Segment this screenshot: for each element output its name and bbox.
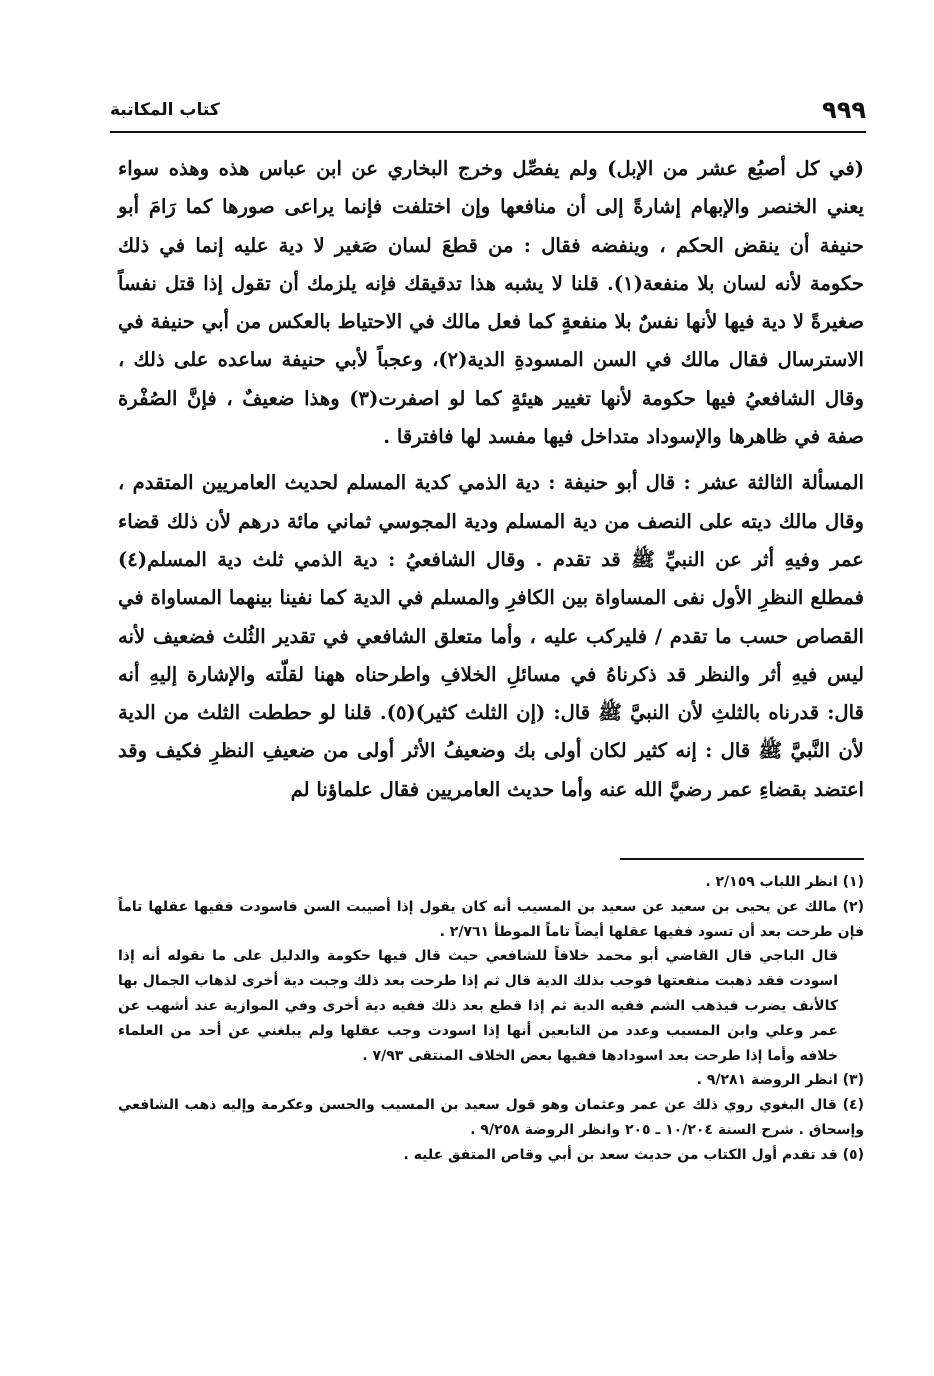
main-text xyxy=(118,150,864,809)
section-heading: المسألة الثالثة عشر : xyxy=(683,471,864,495)
footnote-5: (٥) قد تقدم أول الكتاب من حديث سعد بن أبي وقاص المتفق عليه . xyxy=(403,1146,864,1163)
footnote-divider xyxy=(620,858,864,860)
paragraph-2-text: قال أبو حنيفة : دية الذمي كدية المسلم لحديث العامريين المتقدم ، وقال مالك ديته على النصف من دية المسلم ودية المجوسي ثماني مائة درهم لأن ذلك قضاء عمر وفيهِ أثر عن النبيِّ ﷺ قد تقدم . وقال الشافعيُ : دية الذمي ثلث دية المسلم(٤) فمطلع النظرِ الأول نفى المساواة بين الكافرِ والمسلم في الدية كما نفينا بينهما المساواة في القصاص حسب ما تقدم / فليركب عليه ، وأما متعلق الشافعي في تقدير الثُلث فضعيف لأنه ليس فيهِ أثر والنظر قد ذكرناهُ في مسائلِ الخلافِ واطرحناه ههنا لقلّته والإشارة إليهِ أنه قال: قدرناه بالثلثِ لأن النبيَّ ﷺ قال: (إن الثلث كثير)(٥). قلنا لو حططت الثلث من الدية لأن النَّبيَّ ﷺ قال : إنه كثير لكان أولى بك وضعيفُ الأثر أولى من ضعيفِ النظرِ فكيف وقد اعتضد بقضاءِ عمر رضيَّ الله عنه وأما حديث العامريين فقال علماؤنا لم xyxy=(118,471,864,801)
page-number: ٩٩٩ xyxy=(822,96,866,124)
paragraph-1: (في كل أصبُع عشر من الإبل) ولم يفصِّل وخرج البخاري عن ابن عباس هذه وهذه سواء يعني الخنصر والإبهام إشارةً إلى أن منافعها وإن اختلفت فإنما يراعى صورها كما رَامَ أبو حنيفة أن ينقض الحكم ، وينفضه فقال : من قطعَ لسان صَغير لا دية عليه إنما في ذلك حكومة لأنه لسان بلا منفعة(١). قلنا لا يشبه هذا تدقيقك فإنه يلزمك أن تقول إذا قتل نفساً صغيرةً لا دية فيها لأنها نفسٌ بلا منفعةٍ كما فعل مالك في الاحتياط بالعكس من أبي حنيفة في الاسترسال فقال مالك في السن المسودةِ الدية(٢)، وعجباً لأبي حنيفة ساعده على ذلك ، وقال الشافعيُ فيها حكومة لأنها تغيير هيئةٍ كما لو اصفرت(٣) وهذا ضعيفٌ ، فإنَّ الصُفْرة صفة في ظاهرها والإسوداد متداخل فيها مفسد لها فافترقا . xyxy=(118,157,864,449)
footnote-3: (٣) انظر الروضة ٩/٢٨١ . xyxy=(696,1072,864,1089)
footnote-2: (٢) مالك عن يحيى بن سعيد عن سعيد بن المسيب أنه كان يقول إذا أصيبت السن فاسودت ففيها عقلها تاماً فإن طرحت بعد أن تسود ففيها عقلها أيضاً تاماً الموطأ ٢/٧٦١ . xyxy=(118,898,864,940)
footnote-4: (٤) قال البغوي روي ذلك عن عمر وعثمان وهو قول سعيد بن المسيب والحسن وعكرمة وإليه ذهب الشافعي وإسحاق . شرح السنة ١٠/٢٠٤ ـ ٢٠٥ وانظر الروضة ٩/٢٥٨ . xyxy=(118,1097,864,1138)
footnote-1: (١) انظر اللباب ٢/١٥٩ . xyxy=(705,874,864,890)
footnote-2-continuation: قال الباجي قال القاضي أبو محمد خلافاً للشافعي حيث قال فيها حكومة والدليل على ما نقوله أنه إذا اسودت فقد ذهبت منفعتها فوجب بذلك الدية قال ثم إذا طرحت بعد ذلك وجبت دية أخرى لذهاب الجمال بها كالأنف يضرب فيذهب الشم ففيه الدية ثم إذا قطع بعد ذلك ففيه دية أخرى وفي الموازية عند أشهب عن عمر وعلي وابن المسيب وعدد من التابعين أنها إذا اسودت وجب عقلها ولم يبلغني عن أحد من العلماء خلافه وأما إذا طرحت بعد اسودادها ففيها بعض الخلاف المنتقى ٧/٩٣ . xyxy=(118,948,838,1064)
paragraph-2 xyxy=(118,464,864,809)
running-header xyxy=(110,92,866,128)
header-divider xyxy=(110,131,866,133)
footnotes xyxy=(118,870,864,1168)
chapter-title: كتاب المكاتبة xyxy=(110,100,220,120)
